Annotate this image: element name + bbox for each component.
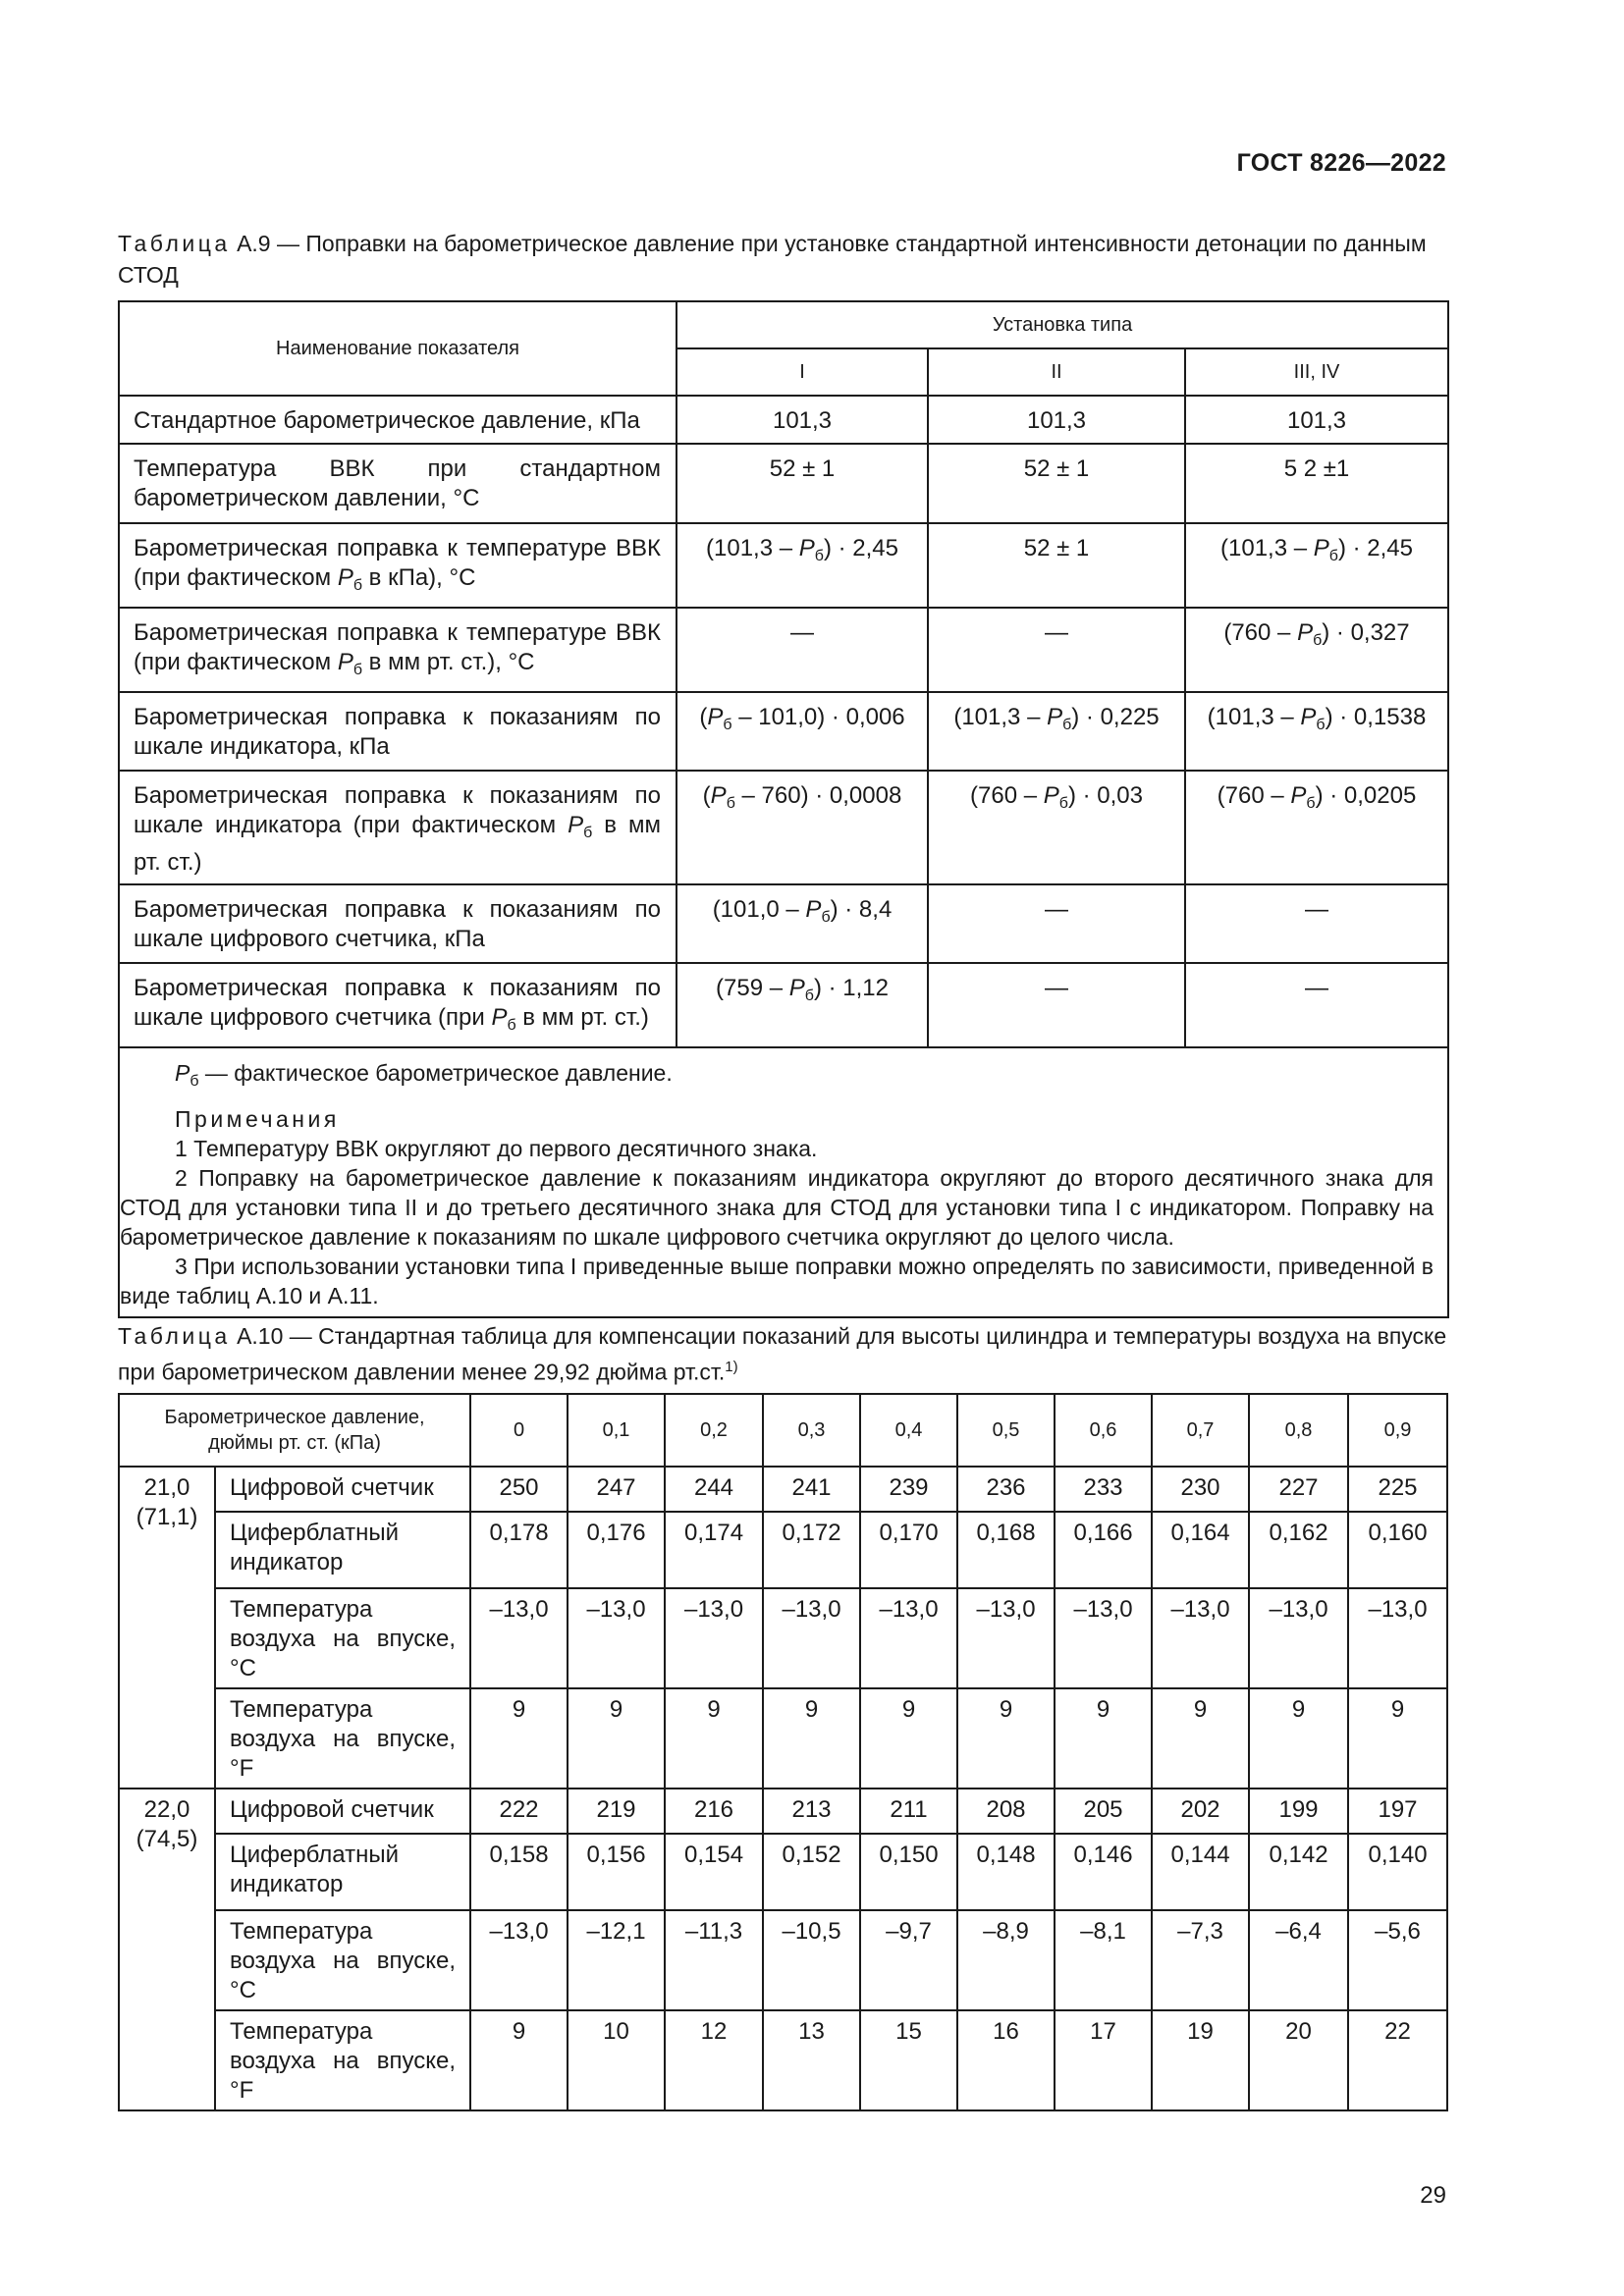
cell-value: –13,0 (957, 1588, 1055, 1688)
table-row (119, 444, 1448, 523)
cell-value: –13,0 (1152, 1588, 1249, 1688)
cell-value: 0,140 (1348, 1834, 1447, 1910)
cell-value: 9 (860, 1688, 957, 1789)
table-row (119, 1688, 1447, 1789)
table-row (119, 963, 1448, 1047)
cell-value: 9 (1055, 1688, 1152, 1789)
page-number: 29 (1420, 2182, 1446, 2209)
cell-value: 0,160 (1348, 1512, 1447, 1588)
cell-value: 241 (763, 1467, 860, 1512)
column-header: 0,8 (1249, 1394, 1348, 1467)
row-name: Барометрическая поправка к показаниям по шкале цифрового счетчика, кПа (119, 884, 677, 963)
row-name: Температура воздуха на впуске, °F (215, 2010, 470, 2110)
row-name: Цифровой счетчик (215, 1789, 470, 1834)
cell-value: 0,178 (470, 1512, 568, 1588)
column-header: 0,7 (1152, 1394, 1249, 1467)
table-row (119, 692, 1448, 771)
cell-value: 0,142 (1249, 1834, 1348, 1910)
cell-value: –13,0 (763, 1588, 860, 1688)
cell-value: 0,172 (763, 1512, 860, 1588)
cell-value: — (928, 884, 1185, 963)
cell-value: 239 (860, 1467, 957, 1512)
cell-value: $(101,3 - P_б) \cdot 0,1538$ (1185, 692, 1448, 771)
row-name: Барометрическая поправка к показаниям по шкале индикатора, кПа (119, 692, 677, 771)
cell-value: 244 (665, 1467, 763, 1512)
cell-value: 9 (568, 1688, 665, 1789)
cell-value: 247 (568, 1467, 665, 1512)
cell-value: 0,144 (1152, 1834, 1249, 1910)
cell-value: –9,7 (860, 1910, 957, 2010)
caption-word: Таблица (118, 1323, 231, 1349)
pressure-group-label: 21,0 (71,1) (119, 1467, 215, 1789)
symbol-definition: $P_б$ — фактическое барометрическое давление. (175, 1060, 673, 1090)
notes-row (119, 1047, 1448, 1317)
column-header: 0 (470, 1394, 568, 1467)
caption-text: А.10 — Стандартная таблица для компенсации показаний для высоты цилиндра и температуры воздуха на впуске при барометрическом давлении менее 29,92 дюйма рт.ст. (118, 1323, 1447, 1385)
cell-value: 0,150 (860, 1834, 957, 1910)
cell-value: $(760 - P_б) \cdot 0,03$ (928, 771, 1185, 884)
table-a9 (118, 300, 1449, 1318)
column-header: 0,3 (763, 1394, 860, 1467)
cell-value: 0,156 (568, 1834, 665, 1910)
row-name: Барометрическая поправка к показаниям по шкале цифрового счетчика (при $P_б$ в мм рт. ст.) (119, 963, 677, 1047)
cell-value: 101,3 (928, 396, 1185, 444)
cell-value: –12,1 (568, 1910, 665, 2010)
table-row (119, 1588, 1447, 1688)
table-row (119, 2010, 1447, 2110)
type-header: III, IV (1185, 348, 1448, 396)
cell-value: $(101,3 - P_б) \cdot 2,45$ (677, 523, 928, 608)
column-header: 0,9 (1348, 1394, 1447, 1467)
table-row (119, 523, 1448, 608)
cell-value: 0,166 (1055, 1512, 1152, 1588)
cell-value: 9 (957, 1688, 1055, 1789)
table-row (119, 1467, 1447, 1512)
row-name: Температура воздуха на впуске, °С (215, 1588, 470, 1688)
cell-value: 15 (860, 2010, 957, 2110)
cell-value: $(P_б - 101,0) \cdot 0,006$ (677, 692, 928, 771)
cell-value: 0,174 (665, 1512, 763, 1588)
cell-value: 9 (470, 2010, 568, 2110)
table-row (119, 1834, 1447, 1910)
note-3: 3 При использовании установки типа I приведенные выше поправки можно определять по зависимости, приведенной в виде таблиц А.10 и А.11. (120, 1254, 1434, 1308)
cell-value: –13,0 (1348, 1588, 1447, 1688)
row-name: Стандартное барометрическое давление, кПа (119, 396, 677, 444)
cell-value: 101,3 (1185, 396, 1448, 444)
cell-value: 13 (763, 2010, 860, 2110)
table-notes (119, 1047, 1448, 1317)
cell-value: –6,4 (1249, 1910, 1348, 2010)
note-2: 2 Поправку на барометрическое давление к показаниям индикатора округляют до второго десятичного знака для СТОД для установки типа II и до третьего десятичного знака для СТОД для установки типа I с индикатором. Поправку на барометрическое давление к показаниям по шкале цифрового счетчика округляют до целого числа. (120, 1165, 1434, 1250)
cell-value: 9 (763, 1688, 860, 1789)
cell-value: 0,154 (665, 1834, 763, 1910)
cell-value: 20 (1249, 2010, 1348, 2110)
cell-value: –13,0 (665, 1588, 763, 1688)
table-row (119, 771, 1448, 884)
cell-value: 0,170 (860, 1512, 957, 1588)
cell-value: $(101,0 - P_б) \cdot 8,4$ (677, 884, 928, 963)
row-name: Температура воздуха на впуске, °F (215, 1688, 470, 1789)
group-header: Установка типа (677, 301, 1448, 348)
cell-value: 9 (665, 1688, 763, 1789)
cell-value: 9 (1152, 1688, 1249, 1789)
row-name: Цифровой счетчик (215, 1467, 470, 1512)
caption-text: А.9 — Поправки на барометрическое давление при установке стандартной интенсивности детонации по данным СТОД (118, 231, 1427, 288)
cell-value: 222 (470, 1789, 568, 1834)
cell-value: 211 (860, 1789, 957, 1834)
cell-value: 208 (957, 1789, 1055, 1834)
cell-value: 197 (1348, 1789, 1447, 1834)
cell-value: –13,0 (470, 1588, 568, 1688)
cell-value: –5,6 (1348, 1910, 1447, 2010)
cell-value: 216 (665, 1789, 763, 1834)
cell-value: 233 (1055, 1467, 1152, 1512)
cell-value: 17 (1055, 2010, 1152, 2110)
cell-value: — (1185, 963, 1448, 1047)
cell-value: $(101,3 - P_б) \cdot 2,45$ (1185, 523, 1448, 608)
cell-value: 0,158 (470, 1834, 568, 1910)
cell-value: 0,168 (957, 1512, 1055, 1588)
cell-value: –13,0 (860, 1588, 957, 1688)
cell-value: 205 (1055, 1789, 1152, 1834)
col-name-header: Наименование показателя (119, 301, 677, 396)
cell-value: 236 (957, 1467, 1055, 1512)
cell-value: –11,3 (665, 1910, 763, 2010)
row-name: Барометрическая поправка к температуре ВВК (при фактическом $P_б$ в кПа), °С (119, 523, 677, 608)
cell-value: 227 (1249, 1467, 1348, 1512)
cell-value: 19 (1152, 2010, 1249, 2110)
cell-value: 0,162 (1249, 1512, 1348, 1588)
type-header: II (928, 348, 1185, 396)
caption-word: Таблица (118, 231, 231, 256)
cell-value: 0,146 (1055, 1834, 1152, 1910)
cell-value: 12 (665, 2010, 763, 2110)
cell-value: 9 (1348, 1688, 1447, 1789)
cell-value: 10 (568, 2010, 665, 2110)
cell-value: 0,164 (1152, 1512, 1249, 1588)
cell-value: $(759 - P_б) \cdot 1,12$ (677, 963, 928, 1047)
cell-value: 5 2 ±1 (1185, 444, 1448, 523)
cell-value: –13,0 (1055, 1588, 1152, 1688)
cell-value: 52 ± 1 (677, 444, 928, 523)
column-header: 0,2 (665, 1394, 763, 1467)
table-row (119, 608, 1448, 692)
pressure-group-label: 22,0 (74,5) (119, 1789, 215, 2110)
footnote-mark: 1) (725, 1359, 738, 1375)
cell-value: 9 (1249, 1688, 1348, 1789)
table-row (119, 1910, 1447, 2010)
cell-value: –10,5 (763, 1910, 860, 2010)
cell-value: — (928, 608, 1185, 692)
table-a9-caption (118, 228, 1447, 291)
table-a10-caption (118, 1320, 1447, 1388)
row-name: Барометрическая поправка к температуре ВВК (при фактическом $P_б$ в мм рт. ст.), °С (119, 608, 677, 692)
cell-value: 230 (1152, 1467, 1249, 1512)
cell-value: 250 (470, 1467, 568, 1512)
cell-value: — (677, 608, 928, 692)
notes-title: Примечания (175, 1106, 340, 1132)
cell-value: — (1185, 884, 1448, 963)
cell-value: 0,176 (568, 1512, 665, 1588)
cell-value: 22 (1348, 2010, 1447, 2110)
cell-value: –13,0 (470, 1910, 568, 2010)
cell-value: –8,1 (1055, 1910, 1152, 2010)
cell-value: 16 (957, 2010, 1055, 2110)
cell-value: $(P_б - 760) \cdot 0,0008$ (677, 771, 928, 884)
column-header: 0,5 (957, 1394, 1055, 1467)
cell-value: –7,3 (1152, 1910, 1249, 2010)
note-1: 1 Температуру ВВК округляют до первого десятичного знака. (175, 1136, 818, 1161)
pressure-header: Барометрическое давление, дюймы рт. ст. (кПа) (119, 1394, 470, 1467)
cell-value: 0,148 (957, 1834, 1055, 1910)
cell-value: 9 (470, 1688, 568, 1789)
cell-value: 225 (1348, 1467, 1447, 1512)
cell-value: $(101,3 - P_б) \cdot 0,225$ (928, 692, 1185, 771)
cell-value: 199 (1249, 1789, 1348, 1834)
cell-value: –8,9 (957, 1910, 1055, 2010)
row-name: Температура ВВК при стандартном барометрическом давлении, °С (119, 444, 677, 523)
row-name: Циферблатный индикатор (215, 1834, 470, 1910)
cell-value: 0,152 (763, 1834, 860, 1910)
table-row (119, 884, 1448, 963)
column-header: 0,4 (860, 1394, 957, 1467)
cell-value: 101,3 (677, 396, 928, 444)
cell-value: 202 (1152, 1789, 1249, 1834)
cell-value: –13,0 (1249, 1588, 1348, 1688)
table-row (119, 1789, 1447, 1834)
document-id: ГОСТ 8226—2022 (1236, 149, 1446, 177)
cell-value: 52 ± 1 (928, 444, 1185, 523)
cell-value: 52 ± 1 (928, 523, 1185, 608)
column-header: 0,1 (568, 1394, 665, 1467)
cell-value: $(760 - P_б) \cdot 0,0205$ (1185, 771, 1448, 884)
row-name: Циферблатный индикатор (215, 1512, 470, 1588)
row-name: Температура воздуха на впуске, °С (215, 1910, 470, 2010)
table-row (119, 396, 1448, 444)
column-header: 0,6 (1055, 1394, 1152, 1467)
cell-value: $(760 - P_б) \cdot 0,327$ (1185, 608, 1448, 692)
cell-value: 219 (568, 1789, 665, 1834)
table-header-row (119, 1394, 1447, 1467)
cell-value: — (928, 963, 1185, 1047)
table-row (119, 1512, 1447, 1588)
table-a10 (118, 1393, 1448, 2111)
type-header: I (677, 348, 928, 396)
cell-value: –13,0 (568, 1588, 665, 1688)
row-name: Барометрическая поправка к показаниям по шкале индикатора (при фактическом $P_б$ в мм рт. ст.) (119, 771, 677, 884)
cell-value: 213 (763, 1789, 860, 1834)
